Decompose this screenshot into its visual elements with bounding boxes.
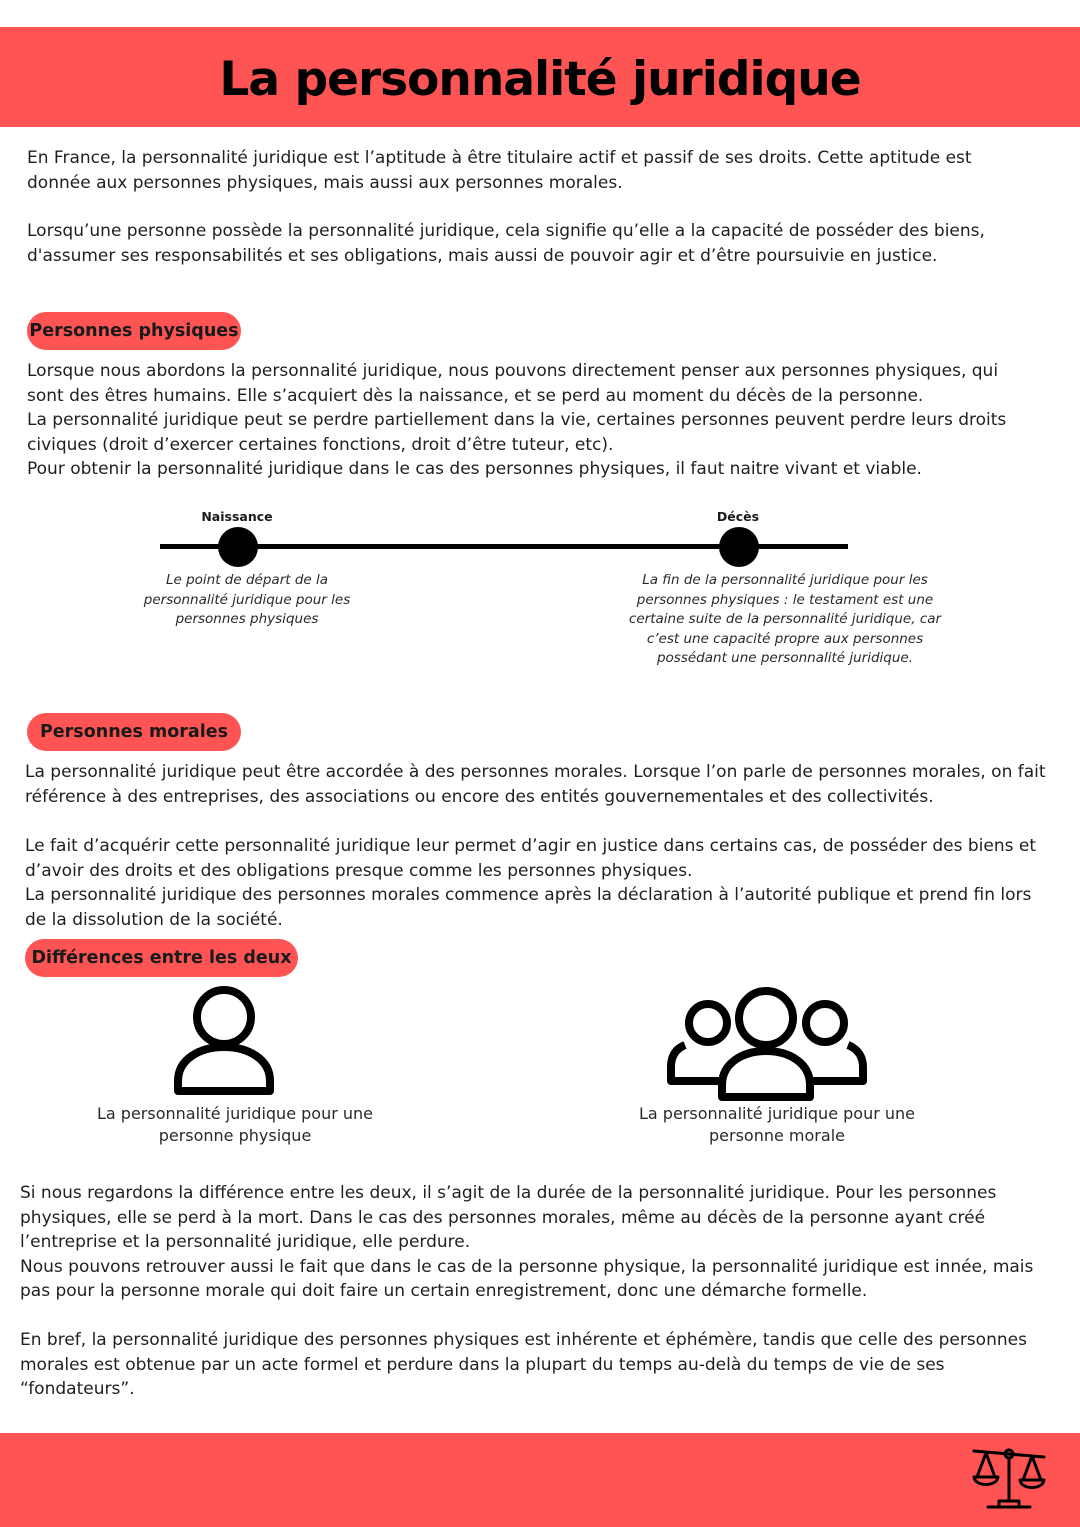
section-heading-differences: Différences entre les deux (25, 939, 298, 977)
scales-icon (970, 1443, 1048, 1513)
morales-paragraph-2: Le fait d’acquérir cette personnalité juridique leur permet d’agir en justice dans certains cas, de posséder des biens et d’avoir des droits et des obligations presque comme les personnes physiques. La personnalité juridique des personnes morales commence après la déclaration à l’autorité publique et prend fin lors de la dissolution de la société. (25, 836, 1037, 930)
group-icon-caption: La personnalité juridique pour une personne morale (639, 1104, 915, 1145)
section-heading-morales: Personnes morales (27, 713, 241, 751)
section-heading-physiques: Personnes physiques (27, 312, 241, 350)
morales-paragraph-1: La personnalité juridique peut être accordée à des personnes morales. Lorsque l’on parle de personnes morales, on fait référence à des entreprises, des associations ou encore des entités gouvernementales et des collectivités. (25, 762, 1046, 807)
physiques-paragraph: Lorsque nous abordons la personnalité juridique, nous pouvons directement penser aux personnes physiques, qui sont des êtres humains. Elle s’acquiert dès la naissance, et se perd au moment du décès de la personne. La personnalité juridique peut se perdre partiellement dans la vie, certaines personnes peuvent perdre leurs droits civiques (droit d’exercer certaines fonctions, droit d’être tuteur, etc). Pour obtenir la personnalité juridique dans le cas des personnes physiques, il faut naitre vivant et viable. (27, 361, 1007, 479)
page-title: La personnalité juridique (219, 52, 861, 107)
differences-paragraph-1: Si nous regardons la différence entre les deux, il s’agit de la durée de la personnalité juridique. Pour les personnes physiques, elle se perd à la mort. Dans le cas des personnes morales, même au décès de la personne ayant créé l’entreprise et la personnalité juridique, elle perdure. Nous pouvons retrouver aussi le fait que dans le cas de la personne physique, la personnalité juridique est innée, mais pas pour la personne morale qui doit faire un certain enregistrement, donc une démarche formelle. (20, 1183, 1034, 1301)
intro-paragraph-1: En France, la personnalité juridique est l’aptitude à être titulaire actif et passif de ses droits. Cette aptitude est donnée aux personnes physiques, mais aussi aux personnes morales. (27, 148, 972, 193)
person-icon (170, 985, 278, 1097)
timeline-end-caption: La fin de la personnalité juridique pour les personnes physiques : le testament est une certaine suite de la personnalité juridique, car c’est une capacité propre aux personnes possédant une personnalité juridique. (628, 572, 942, 666)
timeline-start-label: Naissance (201, 509, 273, 524)
person-icon-caption: La personnalité juridique pour une personne physique (97, 1104, 373, 1145)
timeline-end-dot (719, 527, 759, 567)
intro-paragraph-2: Lorsqu’une personne possède la personnalité juridique, cela signifie qu’elle a la capacité de posséder des biens, d'assumer ses responsabilités et ses obligations, mais aussi de pouvoir agir et d’être poursuivie en justice. (27, 221, 985, 266)
footer-band (0, 1433, 1080, 1527)
group-icon (665, 985, 869, 1103)
timeline-start-dot (218, 527, 258, 567)
differences-paragraph-2: En bref, la personnalité juridique des personnes physiques est inhérente et éphémère, tandis que celle des personnes morales est obtenue par un acte formel et perdure dans la plupart du temps au-delà du temps de vie de ses “fondateurs”. (20, 1330, 1027, 1399)
timeline-end-label: Décès (716, 509, 760, 524)
timeline-start-caption: Le point de départ de la personnalité juridique pour les personnes physiques (143, 572, 351, 627)
